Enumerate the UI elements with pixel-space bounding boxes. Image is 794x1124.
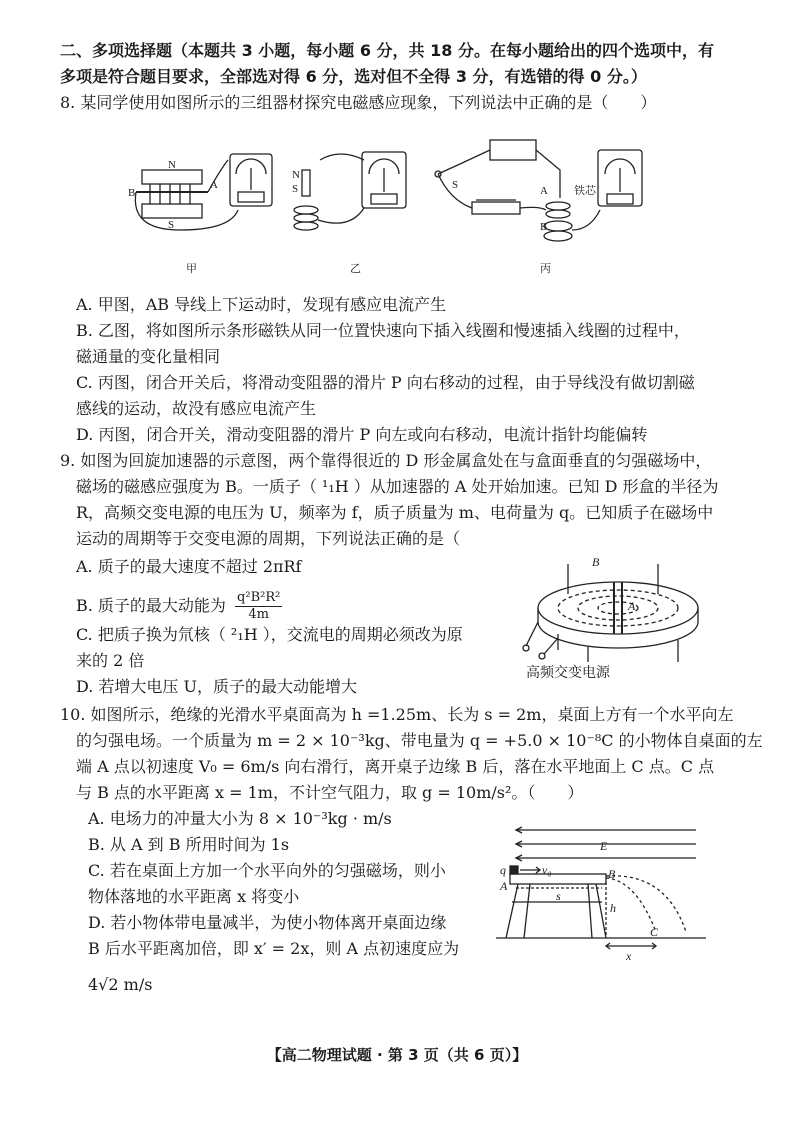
q9-stem-line4: 运动的周期等于交变电源的周期，下列说法正确的是（ xyxy=(76,529,461,548)
label-S-jia: S xyxy=(168,219,175,231)
q9-option-b-denominator: 4m xyxy=(248,607,269,622)
q10-stem-line2: 的匀强电场。一个质量为 m = 2 × 10⁻³kg、带电量为 q = +5.0 × 10⁻⁸C 的小物体自桌面的左 xyxy=(76,731,763,750)
q9-option-b xyxy=(76,590,282,623)
q8-option-d: D. 丙图，闭合开关，滑动变阻器的滑片 P 向左或向右移动，电流计指针均能偏转 xyxy=(76,425,648,444)
q10-table-figure xyxy=(496,822,716,972)
q10-label-s: s xyxy=(556,889,561,903)
section-header-line2: 多项是符合题目要求，全部选对得 6 分，选对但不全得 3 分，有选错的得 0 分。） xyxy=(60,67,647,86)
q9-stem-line3: R，高频交变电源的电压为 U，频率为 f，质子质量为 m、电荷量为 q。已知质子在磁场中 xyxy=(76,503,714,522)
q10-label-h: h xyxy=(610,901,616,915)
q10-stem-line1: 10. 如图所示，绝缘的光滑水平桌面高为 h =1.25m、长为 s = 2m，桌面上方有一个水平向左 xyxy=(60,705,734,724)
q10-option-c-line2: 物体落地的水平距离 x 将变小 xyxy=(88,887,300,906)
q9-stem-line2: 磁场的磁感应强度为 B。一质子（ ¹₁H ）从加速器的 A 处开始加速。已知 D 形盒的半径为 xyxy=(76,477,719,496)
q9-option-b-fraction xyxy=(235,590,282,623)
q8-stem: 8. 某同学使用如图所示的三组器材探究电磁感应现象，下列说法中正确的是（ ） xyxy=(60,93,657,112)
page-footer: 【高二物理试题 · 第 3 页（共 6 页）】 xyxy=(266,1046,528,1064)
q8-option-b-line1: B. 乙图，将如图所示条形磁铁从同一位置快速向下插入线圈和慢速插入线圈的过程中， xyxy=(76,321,690,340)
label-S-bing: S xyxy=(452,179,459,191)
caption-yi: 乙 xyxy=(350,263,361,275)
magnet-top-plate xyxy=(142,170,202,184)
q8-option-a: A. 甲图，AB 导线上下运动时，发现有感应电流产生 xyxy=(76,295,447,314)
q10-option-a: A. 电场力的冲量大小为 8 × 10⁻³kg · m/s xyxy=(88,809,392,828)
label-A-jia: A xyxy=(210,179,218,191)
q10-stem-line4: 与 B 点的水平距离 x = 1m，不计空气阻力，取 g = 10m/s²。（ ） xyxy=(76,783,584,802)
q10-option-d-line1: D. 若小物体带电量减半，为使小物体离开桌面边缘 xyxy=(88,913,447,932)
q10-label-q: q xyxy=(500,863,506,877)
q9-source-label: 高频交变电源 xyxy=(526,665,610,681)
caption-jia: 甲 xyxy=(186,263,197,275)
q9-label-A: A xyxy=(628,599,636,613)
q9-label-B: B xyxy=(592,555,600,569)
q10-option-d-line2: B 后水平距离加倍，即 x′ = 2x，则 A 点初速度应为 xyxy=(88,939,460,958)
q8-option-b-line2: 磁通量的变化量相同 xyxy=(76,347,221,366)
q10-option-d-line3: 4√2 m/s xyxy=(88,975,153,994)
q10-label-x: x xyxy=(626,949,632,963)
label-N-jia: N xyxy=(168,159,176,171)
q10-label-v0: v₀ xyxy=(542,863,552,877)
q9-option-b-prefix: B. 质子的最大动能为 xyxy=(76,596,226,615)
q9-option-c-line1: C. 把质子换为氘核（ ²₁H ），交流电的周期必须改为原 xyxy=(76,625,463,644)
label-S-yi: S xyxy=(292,183,299,195)
q9-option-c-line2: 来的 2 倍 xyxy=(76,651,145,670)
q9-option-a: A. 质子的最大速度不超过 2πRf xyxy=(76,557,302,576)
q9-cyclotron-figure xyxy=(518,550,718,680)
q10-label-B: B xyxy=(608,867,616,881)
q10-stem-line3: 端 A 点以初速度 V₀ = 6m/s 向右滑行，离开桌子边缘 B 后，落在水平地面上 C 点。C 点 xyxy=(76,757,715,776)
q10-option-c-line1: C. 若在桌面上方加一个水平向外的匀强磁场，则小 xyxy=(88,861,446,880)
label-B-jia: B xyxy=(128,187,136,199)
label-tiexin: 铁芯 xyxy=(574,185,596,197)
label-A-bing: A xyxy=(540,185,548,197)
q10-label-E: E xyxy=(600,839,608,853)
q8-option-c-line2: 感线的运动，故没有感应电流产生 xyxy=(76,399,317,418)
label-B-bing: B xyxy=(540,221,548,233)
q9-stem-line1: 9. 如图为回旋加速器的示意图，两个靠得很近的 D 形金属盒处在与盒面垂直的匀强磁场中， xyxy=(60,451,712,470)
section-header-line1: 二、多项选择题（本题共 3 小题，每小题 6 分，共 18 分。在每小题给出的四个选项中，有 xyxy=(60,41,714,60)
label-N-yi: N xyxy=(292,169,300,181)
q10-label-C: C xyxy=(650,925,659,939)
magnet-bottom-plate xyxy=(142,204,202,218)
q9-option-b-numerator: q²B²R² xyxy=(237,590,281,605)
q8-figure xyxy=(120,130,680,280)
q10-option-b: B. 从 A 到 B 所用时间为 1s xyxy=(88,835,290,854)
caption-bing: 丙 xyxy=(540,263,551,275)
q8-option-c-line1: C. 丙图，闭合开关后，将滑动变阻器的滑片 P 向右移动的过程，由于导线没有做切割磁 xyxy=(76,373,695,392)
q9-option-d: D. 若增大电压 U，质子的最大动能增大 xyxy=(76,677,358,696)
q10-label-A: A xyxy=(500,879,508,893)
